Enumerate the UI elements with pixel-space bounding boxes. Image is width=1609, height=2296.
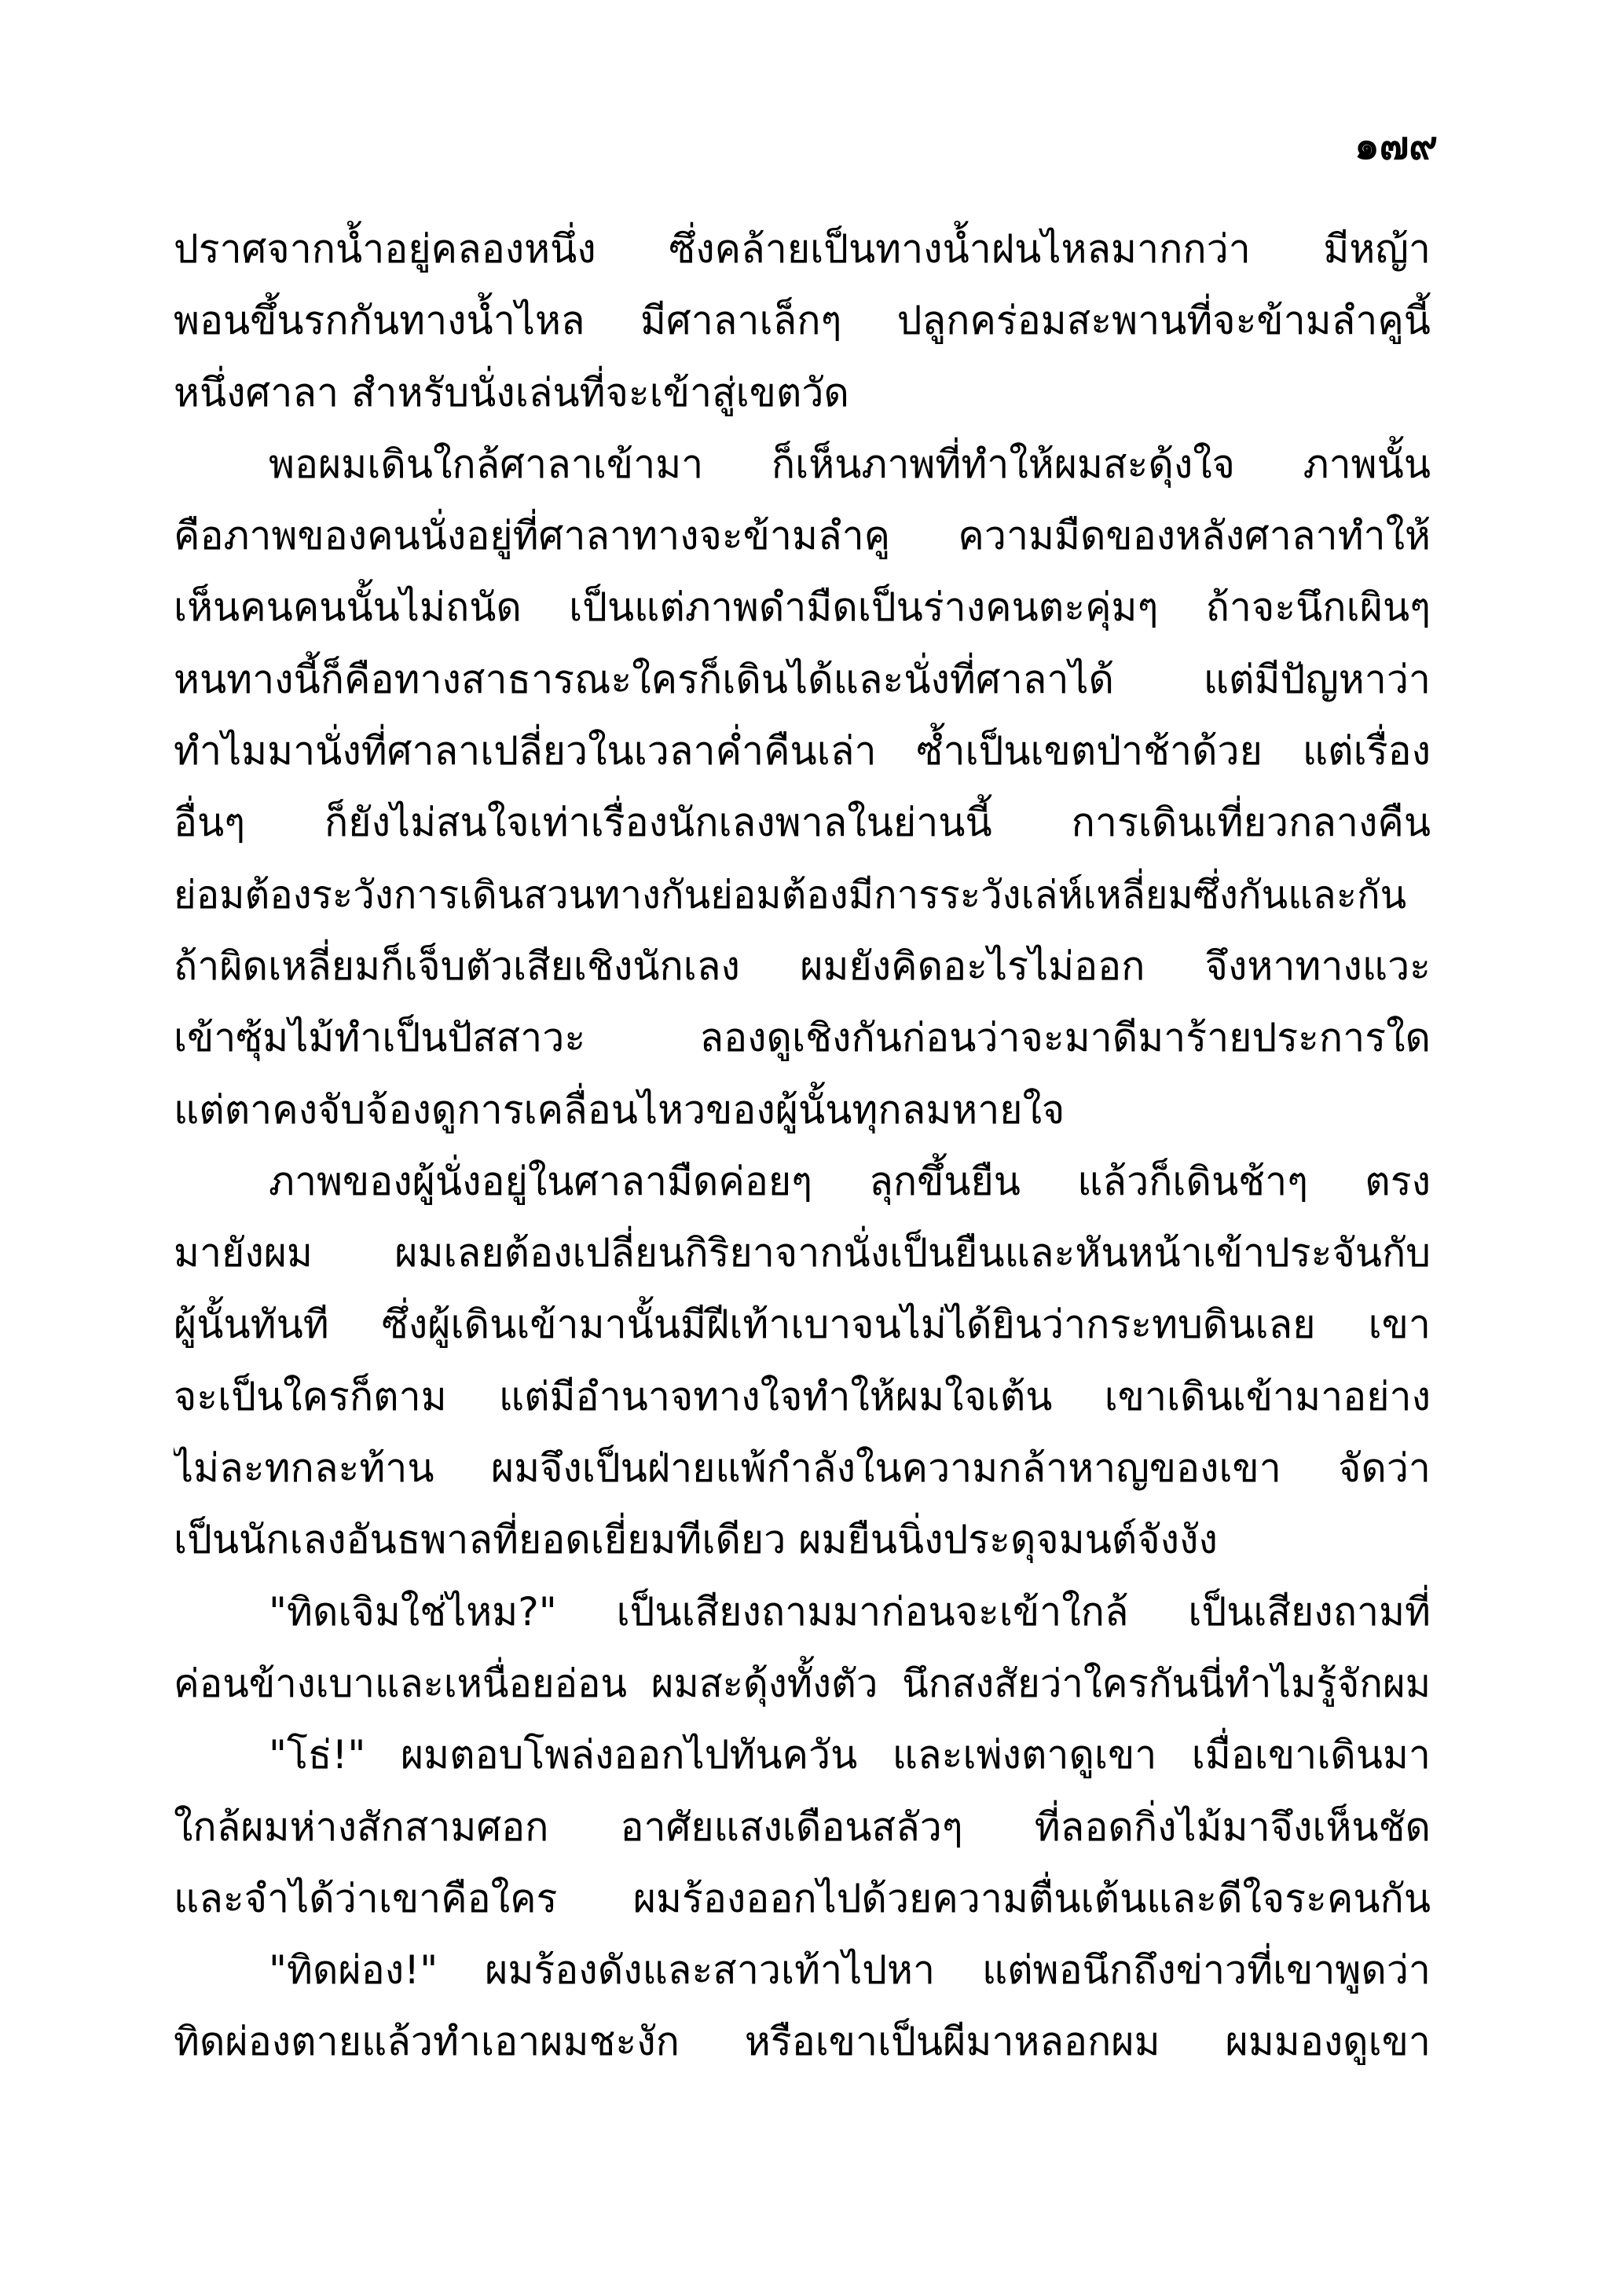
text-line: เข้าซุ้มไม้ทำเป็นปัสสาวะ ลองดูเชิงกันก่อนว่าจะมาดีมาร้ายประการใด	[174, 1015, 1431, 1061]
text-line: ถ้าผิดเหลี่ยมก็เจ็บตัวเสียเชิงนักเลง ผมยังคิดอะไรไม่ออก จึงหาทางแวะ	[174, 943, 1431, 989]
text-line: ไม่ละทกละท้าน ผมจึงเป็นฝ่ายแพ้กำลังในความกล้าหาญของเขา จัดว่า	[174, 1445, 1431, 1492]
text-line: ทำไมมานั่งที่ศาลาเปลี่ยวในเวลาค่ำคืนเล่า ซ้ำเป็นเขตป่าช้าด้วย แต่เรื่อง	[174, 728, 1431, 774]
page-number: ๑๗๙	[1354, 122, 1438, 168]
text-line: "ทิดเจิมใช่ไหม?" เป็นเสียงถามมาก่อนจะเข้าใกล้ เป็นเสียงถามที่	[269, 1588, 1431, 1635]
text-line: หนึ่งศาลา สำหรับนั่งเล่นที่จะเข้าสู่เขตวัด	[174, 369, 849, 416]
text-line: พอผมเดินใกล้ศาลาเข้ามา ก็เห็นภาพที่ทำให้ผมสะดุ้งใจ ภาพนั้น	[269, 441, 1431, 487]
text-line: ปราศจากน้ำอยู่คลองหนึ่ง ซึ่งคล้ายเป็นทางน้ำฝนไหลมากกว่า มีหญ้า	[174, 226, 1431, 272]
text-line: ผู้นั้นทันที ซึ่งผู้เดินเข้ามานั้นมีฝีเท้าเบาจนไม่ได้ยินว่ากระทบดินเลย เขา	[174, 1302, 1431, 1348]
text-line: อื่นๆ ก็ยังไม่สนใจเท่าเรื่องนักเลงพาลในย่านนี้ การเดินเที่ยวกลางคืน	[174, 800, 1431, 846]
text-line: ภาพของผู้นั่งอยู่ในศาลามืดค่อยๆ ลุกขึ้นยืน แล้วก็เดินช้าๆ ตรง	[269, 1158, 1431, 1204]
text-line: และจำได้ว่าเขาคือใคร ผมร้องออกไปด้วยความตื่นเต้นและดีใจระคนกัน	[174, 1875, 1431, 1921]
text-line: ทิดผ่องตายแล้วทำเอาผมชะงัก หรือเขาเป็นผีมาหลอกผม ผมมองดูเขา	[174, 2019, 1431, 2065]
text-line: หนทางนี้ก็คือทางสาธารณะใครก็เดินได้และนั่งที่ศาลาได้ แต่มีปัญหาว่า	[174, 656, 1431, 702]
text-line: เห็นคนคนนั้นไม่ถนัด เป็นแต่ภาพดำมืดเป็นร่างคนตะคุ่มๆ ถ้าจะนึกเผินๆ	[174, 584, 1431, 631]
text-line: เป็นนักเลงอันธพาลที่ยอดเยี่ยมทีเดียว ผมยืนนิ่งประดุจมนต์จังงัง	[174, 1517, 1218, 1563]
text-line: แต่ตาคงจับจ้องดูการเคลื่อนไหวของผู้นั้นทุกลมหายใจ	[174, 1086, 1065, 1133]
text-line: ใกล้ผมห่างสักสามศอก อาศัยแสงเดือนสลัวๆ ที่ลอดกิ่งไม้มาจึงเห็นชัด	[174, 1803, 1431, 1850]
text-line: พอนขึ้นรกกันทางน้ำไหล มีศาลาเล็กๆ ปลูกคร่อมสะพานที่จะข้ามลำคูนี้	[174, 298, 1431, 344]
text-line: จะเป็นใครก็ตาม แต่มีอำนาจทางใจทำให้ผมใจเต้น เขาเดินเข้ามาอย่าง	[174, 1373, 1431, 1419]
text-line: ย่อมต้องระวังการเดินสวนทางกันย่อมต้องมีการระวังเล่ห์เหลี่ยมซึ่งกันและกัน	[174, 872, 1407, 917]
text-line: คือภาพของคนนั่งอยู่ที่ศาลาทางจะข้ามลำคู ความมืดของหลังศาลาทำให้	[174, 513, 1431, 559]
text-line: "โธ่!" ผมตอบโพล่งออกไปทันควัน และเพ่งตาดูเขา เมื่อเขาเดินมา	[269, 1732, 1431, 1778]
text-line: ค่อนข้างเบาและเหนื่อยอ่อน ผมสะดุ้งทั้งตัว นึกสงสัยว่าใครกันนี่ทำไมรู้จักผม	[174, 1661, 1431, 1706]
text-line: "ทิดผ่อง!" ผมร้องดังและสาวเท้าไปหา แต่พอนึกถึงข่าวที่เขาพูดว่า	[269, 1947, 1431, 1994]
text-line: มายังผม ผมเลยต้องเปลี่ยนกิริยาจากนั่งเป็นยืนและหันหน้าเข้าประจันกับ	[174, 1230, 1431, 1276]
body-text	[174, 214, 1431, 2078]
